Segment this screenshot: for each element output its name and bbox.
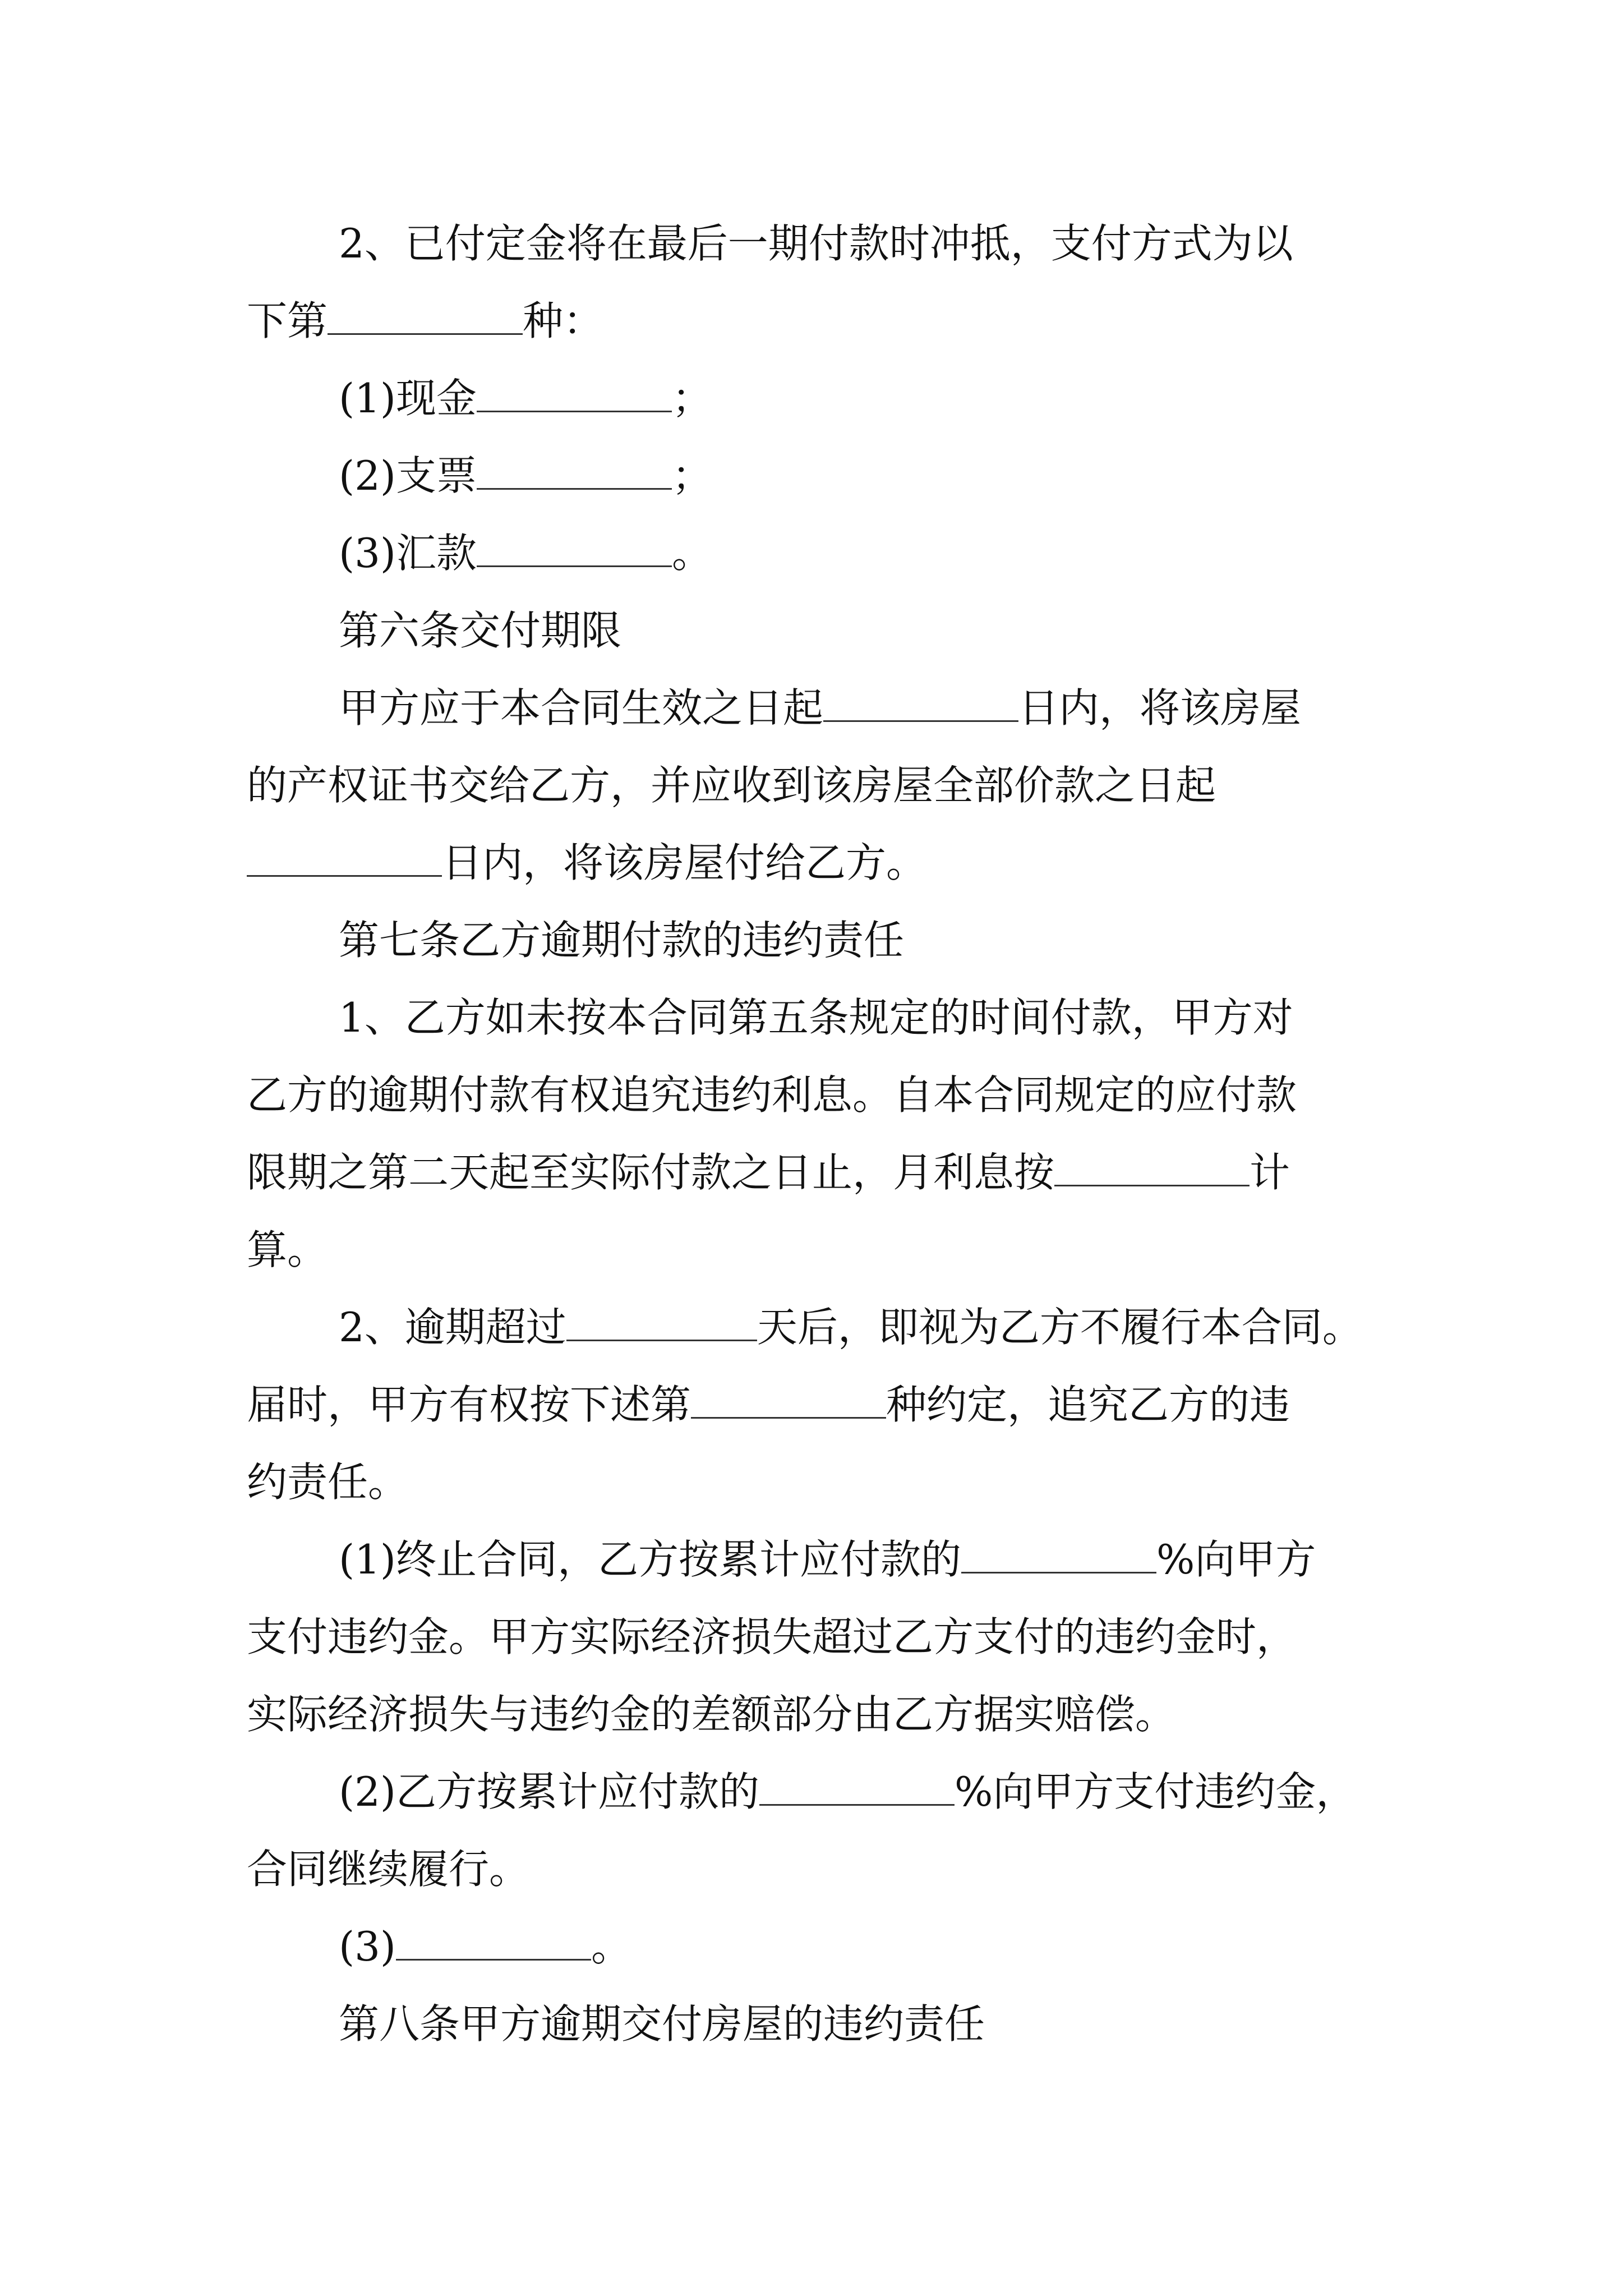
clause-7-item-1-line-3: 限期之第二天起至实际付款之日止，月利息按 计 <box>247 1149 1290 1196</box>
remedy-option-1-line-1: (1)终止合同，乙方按累计应付款的 %向甲方 <box>339 1536 1316 1583</box>
overdue-days-blank[interactable] <box>566 1312 757 1341</box>
payment-method-blank[interactable] <box>328 305 523 335</box>
remedy-option-1-line-3: 实际经济损失与违约金的差额部分由乙方据实赔偿。 <box>247 1691 1176 1738</box>
certificate-days-blank[interactable] <box>823 692 1018 722</box>
remedy-option-1-line-2: 支付违约金。甲方实际经济损失超过乙方支付的违约金时， <box>247 1613 1297 1660</box>
clause-8-heading: 第八条甲方逾期交付房屋的违约责任 <box>339 2000 985 2047</box>
remedy-option-3-blank[interactable] <box>396 1931 591 1961</box>
remedy-option-2-line-1: (2)乙方按累计应付款的 %向甲方支付违约金， <box>339 1768 1357 1815</box>
remedy-option-blank[interactable] <box>691 1389 886 1419</box>
clause-5-item-2-line-1: 2、已付定金将在最后一期付款时冲抵，支付方式为以 <box>339 220 1293 267</box>
remedy-option-2-line-2: 合同继续履行。 <box>247 1846 530 1893</box>
cheque-blank[interactable] <box>477 460 672 490</box>
clause-7-item-2-line-3: 约责任。 <box>247 1458 409 1506</box>
payment-option-cash: (1)现金 ； <box>339 375 713 422</box>
monthly-interest-blank[interactable] <box>1054 1157 1249 1186</box>
continuation-penalty-percent-blank[interactable] <box>759 1776 955 1806</box>
payment-option-remittance: (3)汇款 。 <box>339 530 713 577</box>
clause-7-heading: 第七条乙方逾期付款的违约责任 <box>339 917 905 964</box>
clause-7-item-1-line-1: 1、乙方如未按本合同第五条规定的时间付款，甲方对 <box>339 994 1293 1041</box>
clause-7-item-1-line-4: 算。 <box>247 1226 328 1273</box>
remedy-option-3: (3) 。 <box>339 1923 632 1970</box>
cash-blank[interactable] <box>477 383 672 412</box>
clause-6-line-3: 日内，将该房屋付给乙方。 <box>247 843 926 883</box>
clause-6-heading: 第六条交付期限 <box>339 607 622 654</box>
clause-6-line-2: 的产权证书交给乙方，并应收到该房屋全部价款之日起 <box>247 762 1216 809</box>
clause-6-line-1: 甲方应于本合同生效之日起 日内，将该房屋 <box>339 684 1302 731</box>
clause-7-item-2-line-2: 届时，甲方有权按下述第 种约定，追究乙方的违 <box>247 1381 1290 1428</box>
termination-penalty-percent-blank[interactable] <box>961 1544 1156 1573</box>
payment-option-cheque: (2)支票 ； <box>339 452 713 499</box>
remittance-blank[interactable] <box>477 537 672 567</box>
clause-7-item-2-line-1: 2、逾期超过 天后，即视为乙方不履行本合同。 <box>339 1304 1363 1351</box>
clause-7-item-1-line-2: 乙方的逾期付款有权追究违约利息。自本合同规定的应付款 <box>247 1071 1297 1119</box>
clause-5-item-2-line-2: 下第 种： <box>247 297 604 344</box>
delivery-days-blank[interactable] <box>247 847 442 877</box>
